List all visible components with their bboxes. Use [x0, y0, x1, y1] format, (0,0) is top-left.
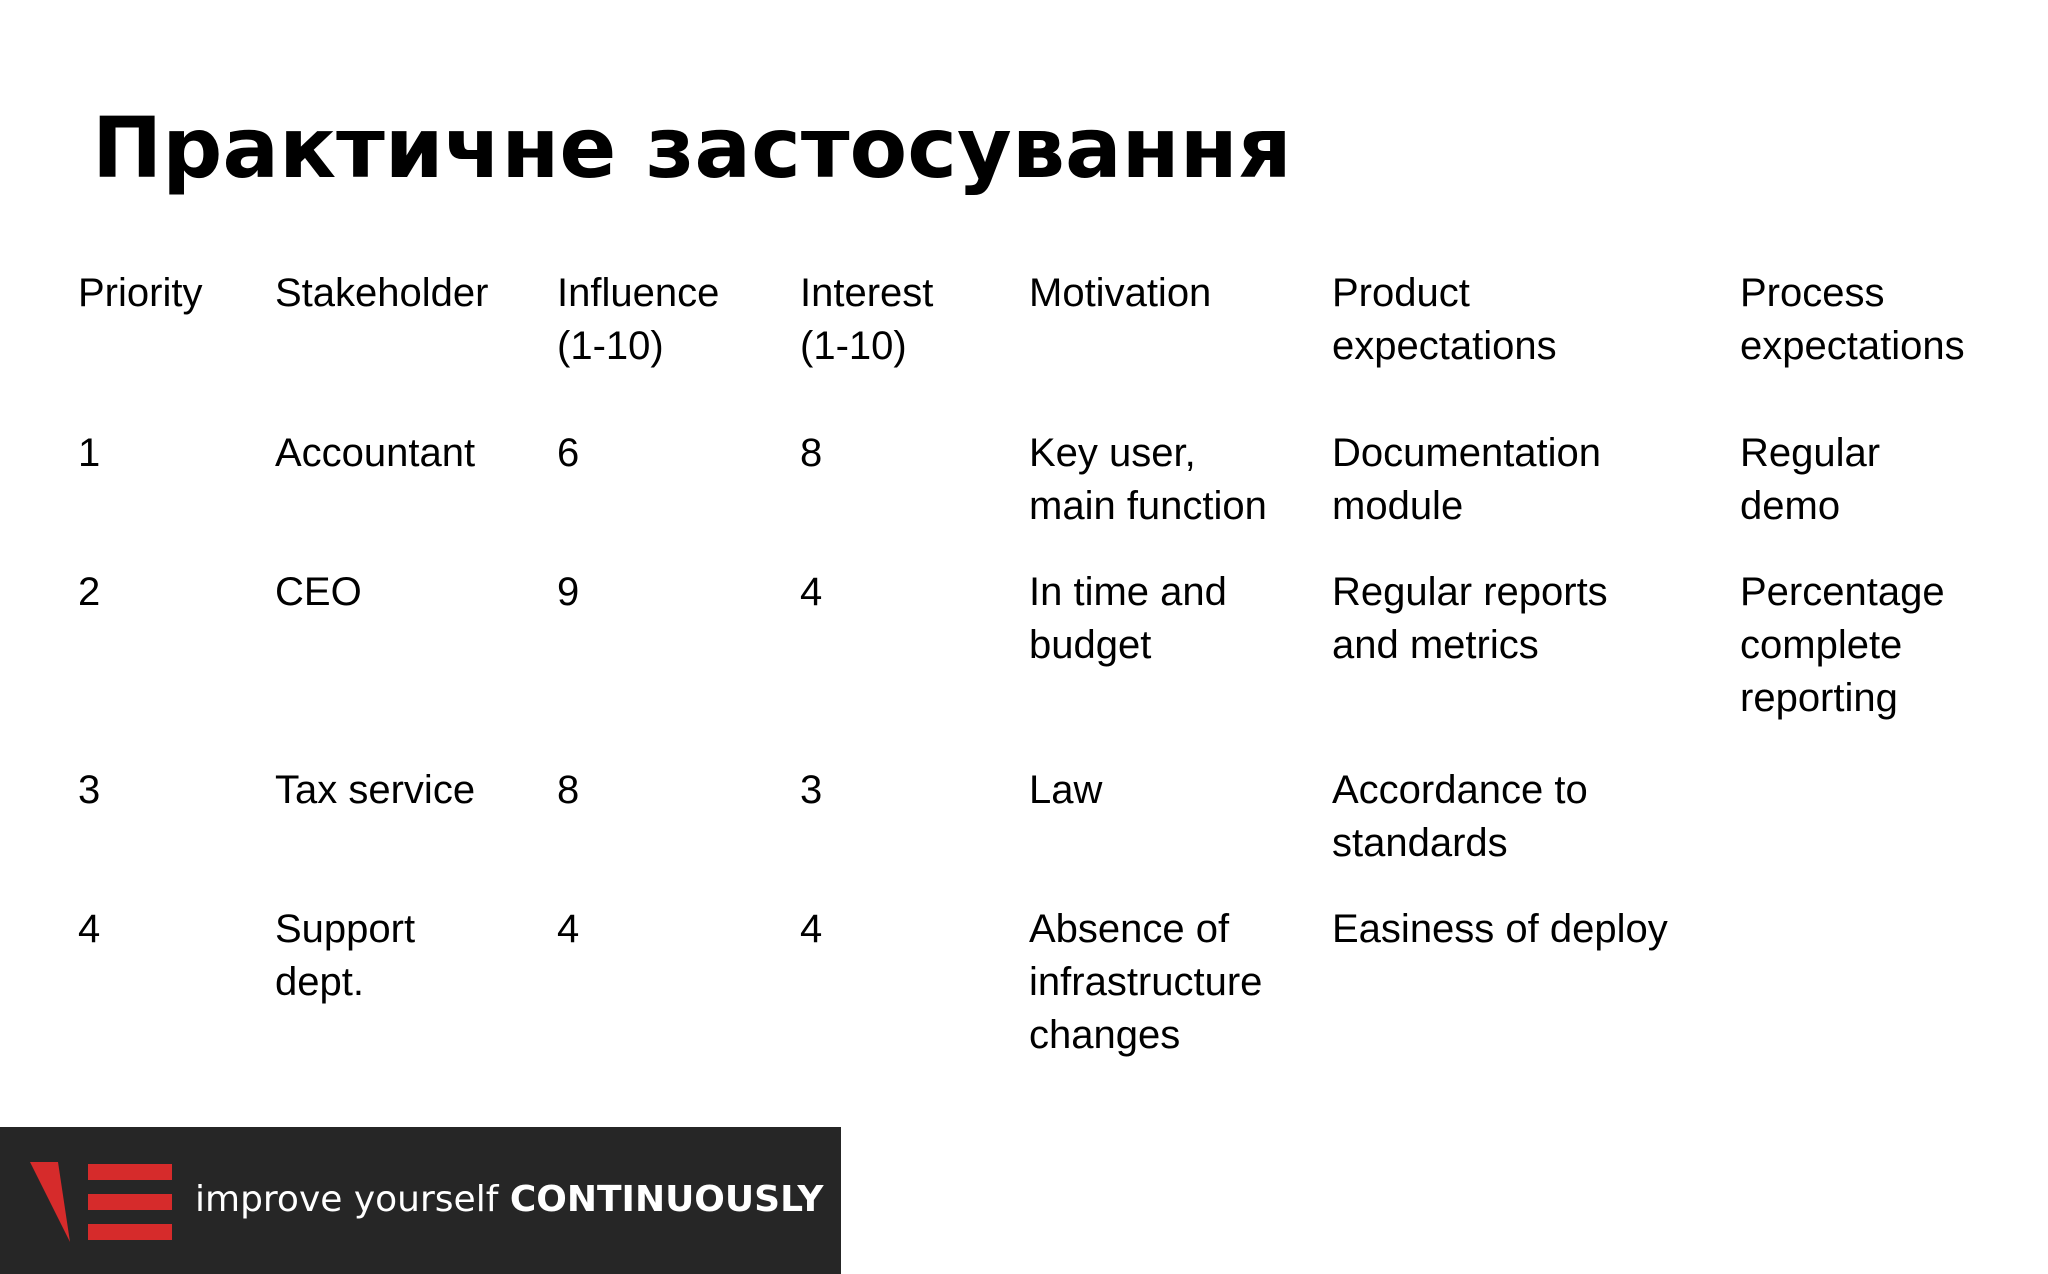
- row-1-priority: 1: [78, 431, 101, 475]
- row-3-product-expectations: Accordance to standards: [1332, 768, 1588, 865]
- header-product-expectations: Product expectations: [1332, 271, 1557, 368]
- header-interest: Interest (1-10): [800, 271, 934, 368]
- row-1-process-expectations: Regular demo: [1740, 431, 1881, 528]
- row-1-product-expectations: Documentation module: [1332, 431, 1602, 528]
- row-2-stakeholder: CEO: [275, 570, 362, 614]
- row-4-interest: 4: [800, 907, 823, 951]
- row-1-interest: 8: [800, 431, 823, 475]
- row-4-motivation: Absence of infrastructure changes: [1029, 907, 1263, 1057]
- slide-title: Практичне застосування: [92, 99, 1292, 197]
- row-3-interest: 3: [800, 768, 823, 812]
- header-influence: Influence (1-10): [557, 271, 720, 368]
- logo-block-5: [88, 1224, 130, 1240]
- row-4-stakeholder: Support dept.: [275, 907, 416, 1004]
- row-3-priority: 3: [78, 768, 101, 812]
- row-2-motivation: In time and budget: [1029, 570, 1227, 667]
- row-3-motivation: Law: [1029, 768, 1103, 812]
- row-4-product-expectations: Easiness of deploy: [1332, 907, 1668, 951]
- row-2-interest: 4: [800, 570, 823, 614]
- header-stakeholder: Stakeholder: [275, 271, 489, 315]
- footer-bar: [0, 1127, 841, 1274]
- row-4-influence: 4: [557, 907, 580, 951]
- header-priority: Priority: [78, 271, 203, 315]
- row-2-product-expectations: Regular reports and metrics: [1332, 570, 1608, 667]
- row-4-priority: 4: [78, 907, 101, 951]
- logo-slash-shape: [30, 1162, 70, 1242]
- tagline-bold: CONTINUOUSLY: [509, 1179, 824, 1220]
- row-2-influence: 9: [557, 570, 580, 614]
- logo-block-1: [88, 1164, 130, 1180]
- row-2-process-expectations: Percentage complete reporting: [1740, 570, 1945, 720]
- row-3-stakeholder: Tax service: [275, 768, 476, 812]
- ies-logo-icon: [30, 1162, 172, 1242]
- row-1-influence: 6: [557, 431, 580, 475]
- row-1-motivation: Key user, main function: [1029, 431, 1267, 528]
- tagline-light: improve yourself: [195, 1179, 499, 1220]
- logo-block-2: [130, 1164, 172, 1180]
- row-1-stakeholder: Accountant: [275, 431, 476, 475]
- row-2-priority: 2: [78, 570, 101, 614]
- logo-block-6: [130, 1224, 172, 1240]
- header-process-expectations: Process expectations: [1740, 271, 1965, 368]
- logo-block-4: [116, 1194, 172, 1210]
- tagline: [195, 1177, 823, 1223]
- row-3-influence: 8: [557, 768, 580, 812]
- header-motivation: Motivation: [1029, 271, 1212, 315]
